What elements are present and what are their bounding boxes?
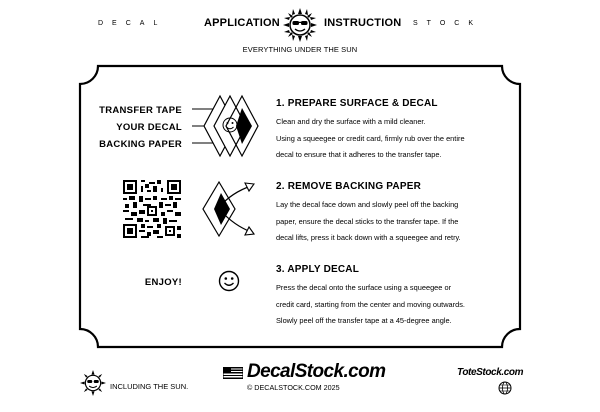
label-enjoy: ENJOY! <box>144 277 182 288</box>
step-line: decal to ensure that it adheres to the transfer tape. <box>276 150 442 159</box>
step-line: Lay the decal face down and slowly peel off the backing <box>276 200 459 209</box>
header-side-right: STOCK <box>413 20 482 27</box>
step-title: 1. PREPARE SURFACE & DECAL <box>276 98 438 109</box>
step-title: 3. APPLY DECAL <box>276 264 360 275</box>
step-line: credit card, starting from the center and moving outwards. <box>276 299 465 309</box>
step-line: decal lifts, press it back down with a squeegee and retry. <box>276 233 461 242</box>
step-prepare-surface <box>276 98 536 164</box>
step-line: Using a squeegee or credit card, firmly rub over the entire <box>276 133 465 143</box>
header-side-left: DECAL <box>98 20 167 27</box>
brand-logo: DecalStock.com <box>247 361 386 382</box>
globe-icon <box>498 381 512 395</box>
label-your-decal: YOUR DECAL <box>116 122 182 133</box>
partner-logo: ToteStock.com <box>457 367 524 378</box>
step-body <box>276 114 536 164</box>
label-backing-paper: BACKING PAPER <box>99 139 182 150</box>
step-line: Clean and dry the surface with a mild cleaner. <box>276 117 426 126</box>
step-title: 2. REMOVE BACKING PAPER <box>276 181 421 192</box>
footer-tagline: INCLUDING THE SUN. <box>110 382 189 391</box>
step-body <box>276 280 536 330</box>
header-title-left: APPLICATION <box>204 17 280 29</box>
header-tagline: EVERYTHING UNDER THE SUN <box>242 45 358 54</box>
step-apply-decal <box>276 264 536 330</box>
header-title-right: INSTRUCTION <box>324 17 402 29</box>
sun-with-sunglasses-icon <box>80 370 106 396</box>
step-line: paper, ensure the decal sticks to the transfer tape. If the <box>276 216 459 226</box>
step-remove-backing <box>276 181 536 247</box>
step-line: Press the decal onto the surface using a squeegee or <box>276 283 452 292</box>
decal-layers-icon <box>192 94 266 158</box>
copyright-text: © DECALSTOCK.COM 2025 <box>247 383 340 392</box>
us-flag-icon <box>223 367 243 379</box>
smiley-face-icon <box>218 270 240 292</box>
label-transfer-tape: TRANSFER TAPE <box>99 105 182 116</box>
step-body <box>276 197 536 247</box>
qr-code-icon <box>123 180 181 238</box>
peel-backing-icon <box>199 178 259 240</box>
step-line: Slowly peel off the transfer tape at a 45-degree angle. <box>276 316 452 325</box>
